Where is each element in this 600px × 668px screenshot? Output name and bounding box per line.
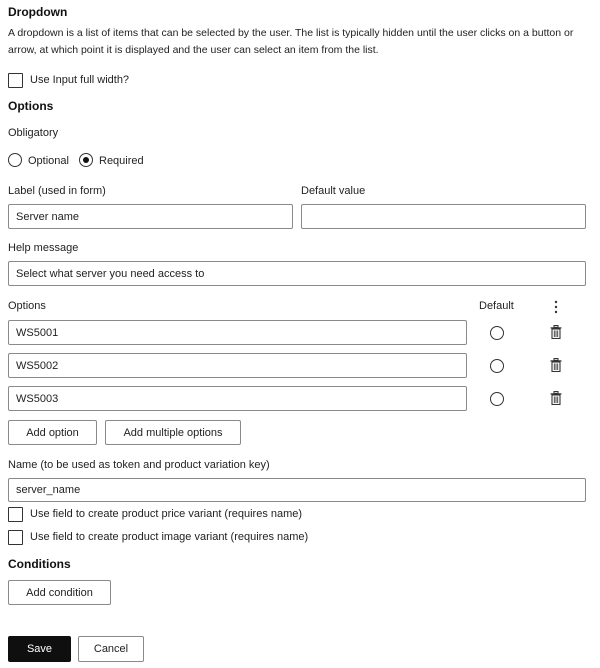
conditions-heading: Conditions [8, 557, 71, 571]
option-input-1[interactable]: WS5001 [8, 320, 467, 345]
page-title: Dropdown [8, 5, 68, 19]
price-variant-label: Use field to create product price variant (requires name) [30, 508, 303, 520]
trash-icon[interactable] [550, 391, 562, 405]
vertical-ellipsis-icon[interactable] [552, 300, 560, 314]
optional-radio-label: Optional [28, 155, 69, 167]
option-default-radio-3[interactable] [490, 392, 504, 406]
trash-icon[interactable] [550, 325, 562, 339]
help-message-label: Help message [8, 242, 79, 254]
cancel-button[interactable]: Cancel [78, 636, 144, 662]
obligatory-label: Obligatory [8, 127, 59, 139]
required-radio-label: Required [99, 155, 144, 167]
add-condition-button[interactable]: Add condition [8, 580, 111, 605]
options-column-header: Options [8, 300, 46, 312]
price-variant-checkbox[interactable] [8, 507, 23, 522]
save-button[interactable]: Save [8, 636, 71, 662]
default-column-header: Default [479, 300, 514, 312]
add-multiple-options-button[interactable]: Add multiple options [105, 420, 241, 445]
required-radio[interactable] [79, 153, 93, 167]
default-value-input[interactable] [301, 204, 586, 229]
image-variant-checkbox[interactable] [8, 530, 23, 545]
options-heading: Options [8, 99, 54, 113]
label-field-label: Label (used in form) [8, 185, 106, 197]
option-input-3[interactable]: WS5003 [8, 386, 467, 411]
default-value-label: Default value [301, 185, 366, 197]
option-default-radio-1[interactable] [490, 326, 504, 340]
image-variant-label: Use field to create product image variant (requires name) [30, 531, 309, 543]
full-width-checkbox[interactable] [8, 73, 23, 88]
name-input[interactable]: server_name [8, 478, 586, 502]
optional-radio[interactable] [8, 153, 22, 167]
full-width-label: Use Input full width? [30, 74, 130, 86]
page-description: A dropdown is a list of items that can be selected by the user. The list is typically hidden until the user clicks on a button or arrow, at which point it is displayed and the user can select an item from the list. [8, 27, 574, 56]
label-input[interactable]: Server name [8, 204, 293, 229]
help-message-input[interactable]: Select what server you need access to [8, 261, 586, 286]
name-field-label: Name (to be used as token and product variation key) [8, 459, 270, 471]
option-default-radio-2[interactable] [490, 359, 504, 373]
add-option-button[interactable]: Add option [8, 420, 97, 445]
option-input-2[interactable]: WS5002 [8, 353, 467, 378]
trash-icon[interactable] [550, 358, 562, 372]
